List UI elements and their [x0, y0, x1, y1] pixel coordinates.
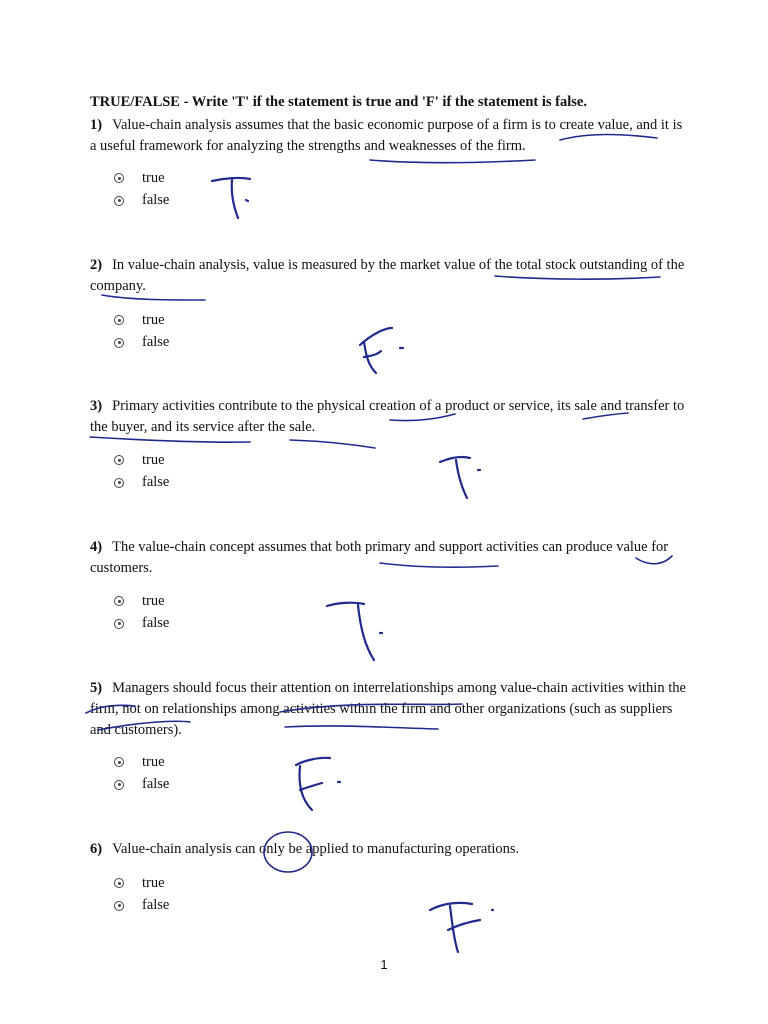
radio-button[interactable]	[114, 478, 124, 488]
option-true[interactable]	[114, 872, 169, 895]
instructions-heading: TRUE/FALSE - Write 'T' if the statement is true and 'F' if the statement is false.	[90, 94, 587, 110]
question-1	[90, 115, 690, 157]
question-6-options	[114, 872, 169, 917]
radio-button[interactable]	[114, 757, 124, 767]
question-text: In value-chain analysis, value is measured by the market value of the total stock outstanding of the company.	[90, 257, 685, 294]
question-text: Managers should focus their attention on interrelationships among value-chain activities within the firm, not on relationships among activities within the firm and other organizations (such as suppliers and customers).	[90, 680, 686, 738]
question-number: 5)	[90, 680, 103, 696]
question-number: 1)	[90, 117, 103, 133]
radio-button[interactable]	[114, 901, 124, 911]
radio-button[interactable]	[114, 596, 124, 606]
radio-button[interactable]	[114, 338, 124, 348]
option-false[interactable]	[114, 472, 169, 495]
option-label: false	[142, 776, 170, 793]
option-label: true	[142, 874, 165, 891]
option-label: true	[142, 169, 165, 186]
question-6	[90, 839, 690, 860]
option-true[interactable]	[114, 449, 169, 472]
radio-button[interactable]	[114, 315, 124, 325]
option-true[interactable]	[114, 309, 169, 332]
radio-button[interactable]	[114, 455, 124, 465]
radio-button[interactable]	[114, 780, 124, 790]
option-true[interactable]	[114, 590, 169, 613]
handwritten-answer-5-icon	[296, 758, 340, 810]
option-label: false	[142, 192, 170, 209]
option-label: true	[142, 451, 165, 468]
option-true[interactable]	[114, 167, 169, 190]
handwritten-answer-2-icon	[360, 328, 403, 373]
option-label: false	[142, 615, 170, 632]
option-label: true	[142, 592, 165, 609]
question-2-options	[114, 309, 169, 354]
option-false[interactable]	[114, 190, 169, 213]
option-true[interactable]	[114, 751, 169, 774]
question-1-options	[114, 167, 169, 212]
option-label: false	[142, 897, 170, 914]
radio-button[interactable]	[114, 196, 124, 206]
radio-button[interactable]	[114, 619, 124, 629]
question-number: 4)	[90, 539, 103, 555]
question-3	[90, 396, 690, 438]
underline-stroke	[370, 160, 535, 163]
page-number: 1	[380, 957, 388, 972]
question-text: The value-chain concept assumes that both primary and support activities can produce value for customers.	[90, 539, 669, 576]
question-2	[90, 255, 690, 297]
question-text: Primary activities contribute to the physical creation of a product or service, its sale and transfer to the buyer, and its service after the sale.	[90, 398, 685, 435]
option-false[interactable]	[114, 895, 169, 918]
question-number: 3)	[90, 398, 103, 414]
handwritten-answer-4-icon	[327, 603, 382, 660]
question-number: 2)	[90, 257, 103, 273]
question-text: Value-chain analysis can only be applied to manufacturing operations.	[112, 841, 520, 857]
option-label: true	[142, 753, 165, 770]
option-false[interactable]	[114, 332, 169, 355]
radio-button[interactable]	[114, 173, 124, 183]
question-text: Value-chain analysis assumes that the basic economic purpose of a firm is to create value, and it is a useful framework for analyzing the strengths and weaknesses of the firm.	[90, 117, 683, 154]
underline-stroke	[290, 440, 375, 448]
question-number: 6)	[90, 841, 103, 857]
handwritten-answer-1-icon	[212, 178, 250, 218]
option-label: false	[142, 334, 170, 351]
option-false[interactable]	[114, 774, 169, 797]
question-5-options	[114, 751, 169, 796]
handwritten-answer-3-icon	[440, 457, 480, 498]
question-4-options	[114, 590, 169, 635]
handwritten-answer-6-icon	[430, 903, 493, 952]
radio-button[interactable]	[114, 878, 124, 888]
question-4	[90, 537, 690, 579]
option-false[interactable]	[114, 613, 169, 636]
option-label: true	[142, 311, 165, 328]
question-5	[90, 678, 690, 741]
option-label: false	[142, 474, 170, 491]
question-3-options	[114, 449, 169, 494]
